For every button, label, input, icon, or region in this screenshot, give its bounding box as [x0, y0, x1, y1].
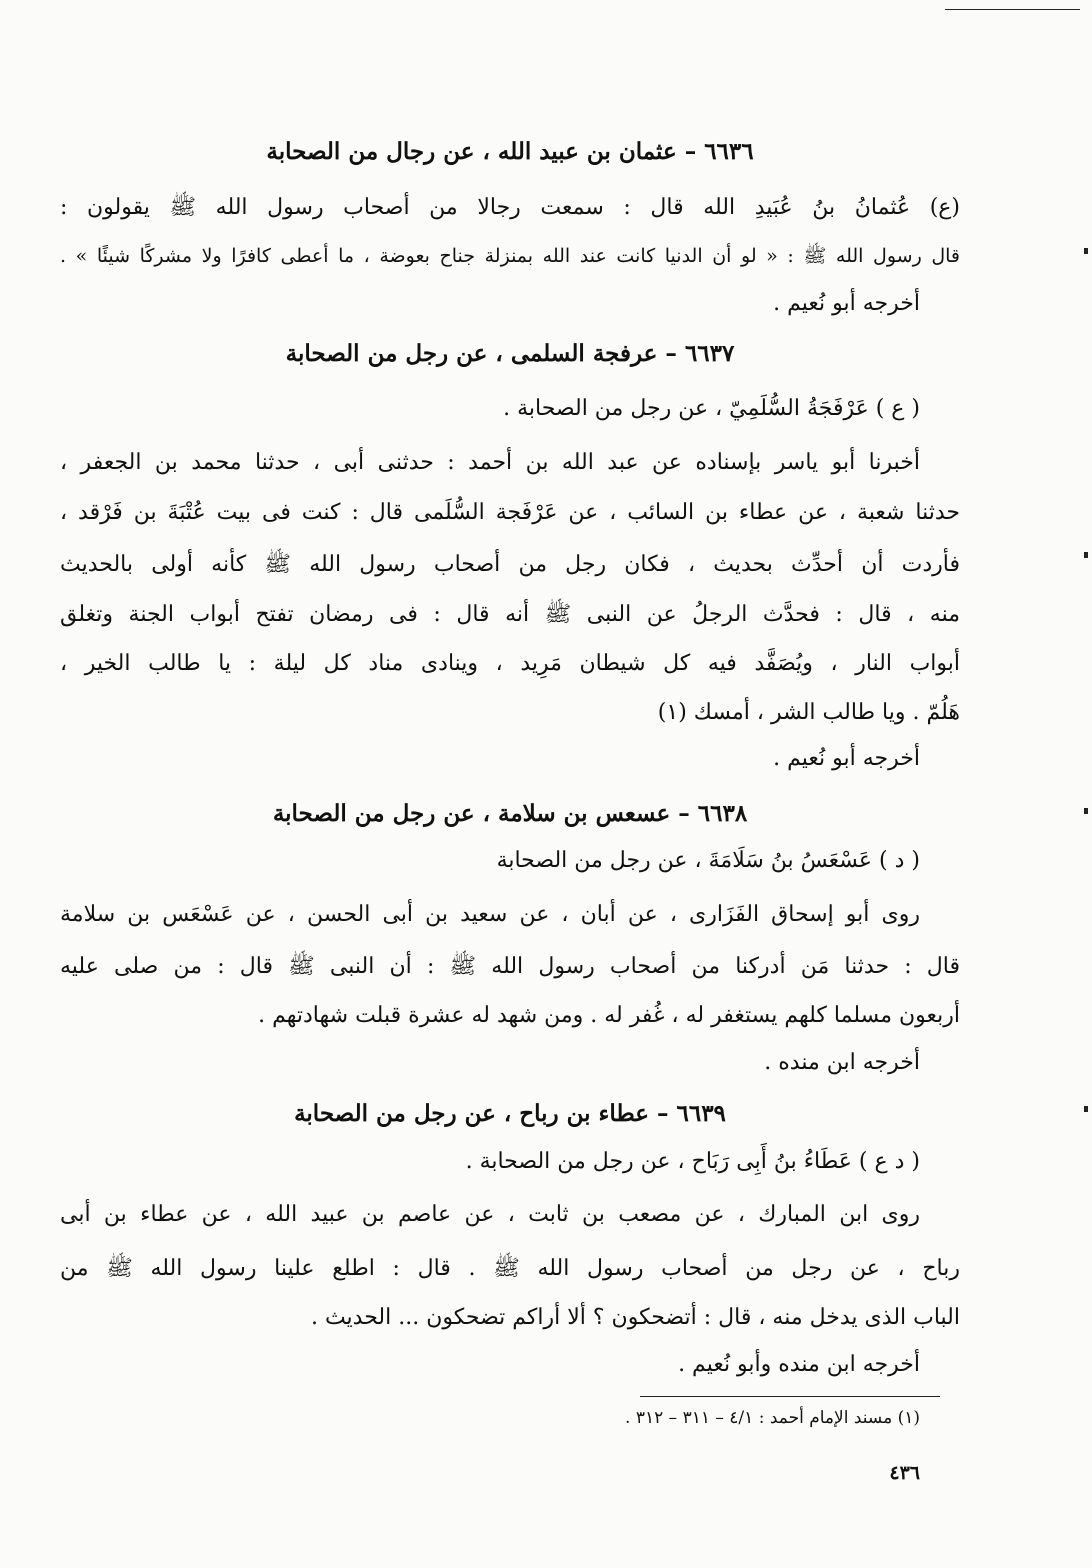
- entry-6637-line-4: فأردت أن أحدِّث بحديث ، فكان رجل من أصحاب رسول الله ﷺ كأنه أولى بالحديث: [60, 552, 960, 577]
- margin-mark: [1084, 552, 1088, 558]
- entry-title-6638: ٦٦٣٨ – عسعس بن سلامة ، عن رجل من الصحابة: [272, 800, 748, 827]
- book-page: [60, 0, 960, 1568]
- entry-6637-line-8: أخرجه أبو نُعيم .: [773, 746, 920, 771]
- entry-6639-line-3: رباح ، عن رجل من أصحاب رسول الله ﷺ . قال : اطلع علينا رسول الله ﷺ من: [60, 1256, 960, 1281]
- entry-6637-line-7: هَلُمّ . ويا طالب الشر ، أمسك (١): [657, 700, 960, 725]
- entry-title-6639: ٦٦٣٩ – عطاء بن رباح ، عن رجل من الصحابة: [294, 1100, 726, 1127]
- entry-6638-line-5: أخرجه ابن منده .: [764, 1050, 920, 1075]
- footnote: (١) مسند الإمام أحمد : ٤/١ – ٣١١ – ٣١٢ .: [625, 1408, 920, 1428]
- entry-title-6637: ٦٦٣٧ – عرفجة السلمى ، عن رجل من الصحابة: [285, 340, 735, 367]
- entry-6636-line-2: قال رسول الله ﷺ : « لو أن الدنيا كانت عند الله بمنزلة جناح بعوضة ، ما أعطى كافرًا ولا مشركًا شيئًا » .: [60, 245, 960, 267]
- entry-6639-line-2: روى ابن المبارك ، عن مصعب بن ثابت ، عن عاصم بن عبيد الله ، عن عطاء بن أبى: [60, 1202, 920, 1227]
- entry-6637-line-6: أبواب النار ، ويُصَفَّد فيه كل شيطان مَرِيد ، وينادى مناد كل ليلة : يا طالب الخير ،: [60, 651, 960, 676]
- page-number: ٤٣٦: [889, 1462, 920, 1484]
- entry-6638-line-2: روى أبو إسحاق الفَزَارى ، عن أبان ، عن سعيد بن أبى الحسن ، عن عَسْعَس بن سلامة: [60, 902, 920, 927]
- entry-6638-line-3: قال : حدثنا مَن أدركنا من أصحاب رسول الله ﷺ : أن النبى ﷺ قال : من صلى عليه: [60, 954, 960, 979]
- entry-6637-line-5: منه ، قال : فحدَّث الرجلُ عن النبى ﷺ أنه قال : فى رمضان تفتح أبواب الجنة وتغلق: [60, 602, 960, 627]
- entry-6637-line-3: حدثنا شعبة ، عن عطاء بن السائب ، عن عَرْفَجة السُّلَمى قال : كنت فى بيت عُتْبَةَ بن فَرْقد ،: [60, 500, 960, 525]
- entry-6636-line-1: (ع) عُثمانُ بنُ عُبَيدِ الله قال : سمعت رجالا من أصحاب رسول الله ﷺ يقولون :: [60, 195, 960, 220]
- entry-6638-line-4: أربعون مسلما كلهم يستغفر له ، غُفر له . ومن شهد له عشرة قبلت شهادتهم .: [258, 1003, 960, 1028]
- entry-6636-line-3: أخرجه أبو نُعيم .: [773, 291, 920, 316]
- entry-title-6636: ٦٦٣٦ – عثمان بن عبيد الله ، عن رجال من الصحابة: [266, 138, 754, 165]
- footnote-rule: [640, 1396, 940, 1397]
- entry-6637-line-2: أخبرنا أبو ياسر بإسناده عن عبد الله بن أحمد : حدثنى أبى ، حدثنا محمد بن الجعفر ،: [60, 450, 920, 475]
- margin-mark: [1084, 1106, 1088, 1112]
- entry-6637-line-1: ( ع ) عَرْفَجَةُ السُّلَمِيّ ، عن رجل من الصحابة .: [503, 396, 920, 421]
- entry-6638-line-1: ( د ) عَسْعَسُ بنُ سَلَامَةَ ، عن رجل من الصحابة: [496, 848, 920, 873]
- margin-mark: [1084, 808, 1088, 814]
- margin-mark: [1084, 248, 1088, 254]
- entry-6639-line-4: الباب الذى يدخل منه ، قال : أتضحكون ؟ ألا أراكم تضحكون ... الحديث .: [310, 1305, 960, 1330]
- entry-6639-line-1: ( د ع ) عَطَاءُ بنُ أَبِى رَبَاح ، عن رجل من الصحابة .: [465, 1149, 920, 1174]
- entry-6639-line-5: أخرجه ابن منده وأبو نُعيم .: [678, 1352, 920, 1377]
- top-rule: [945, 9, 1080, 10]
